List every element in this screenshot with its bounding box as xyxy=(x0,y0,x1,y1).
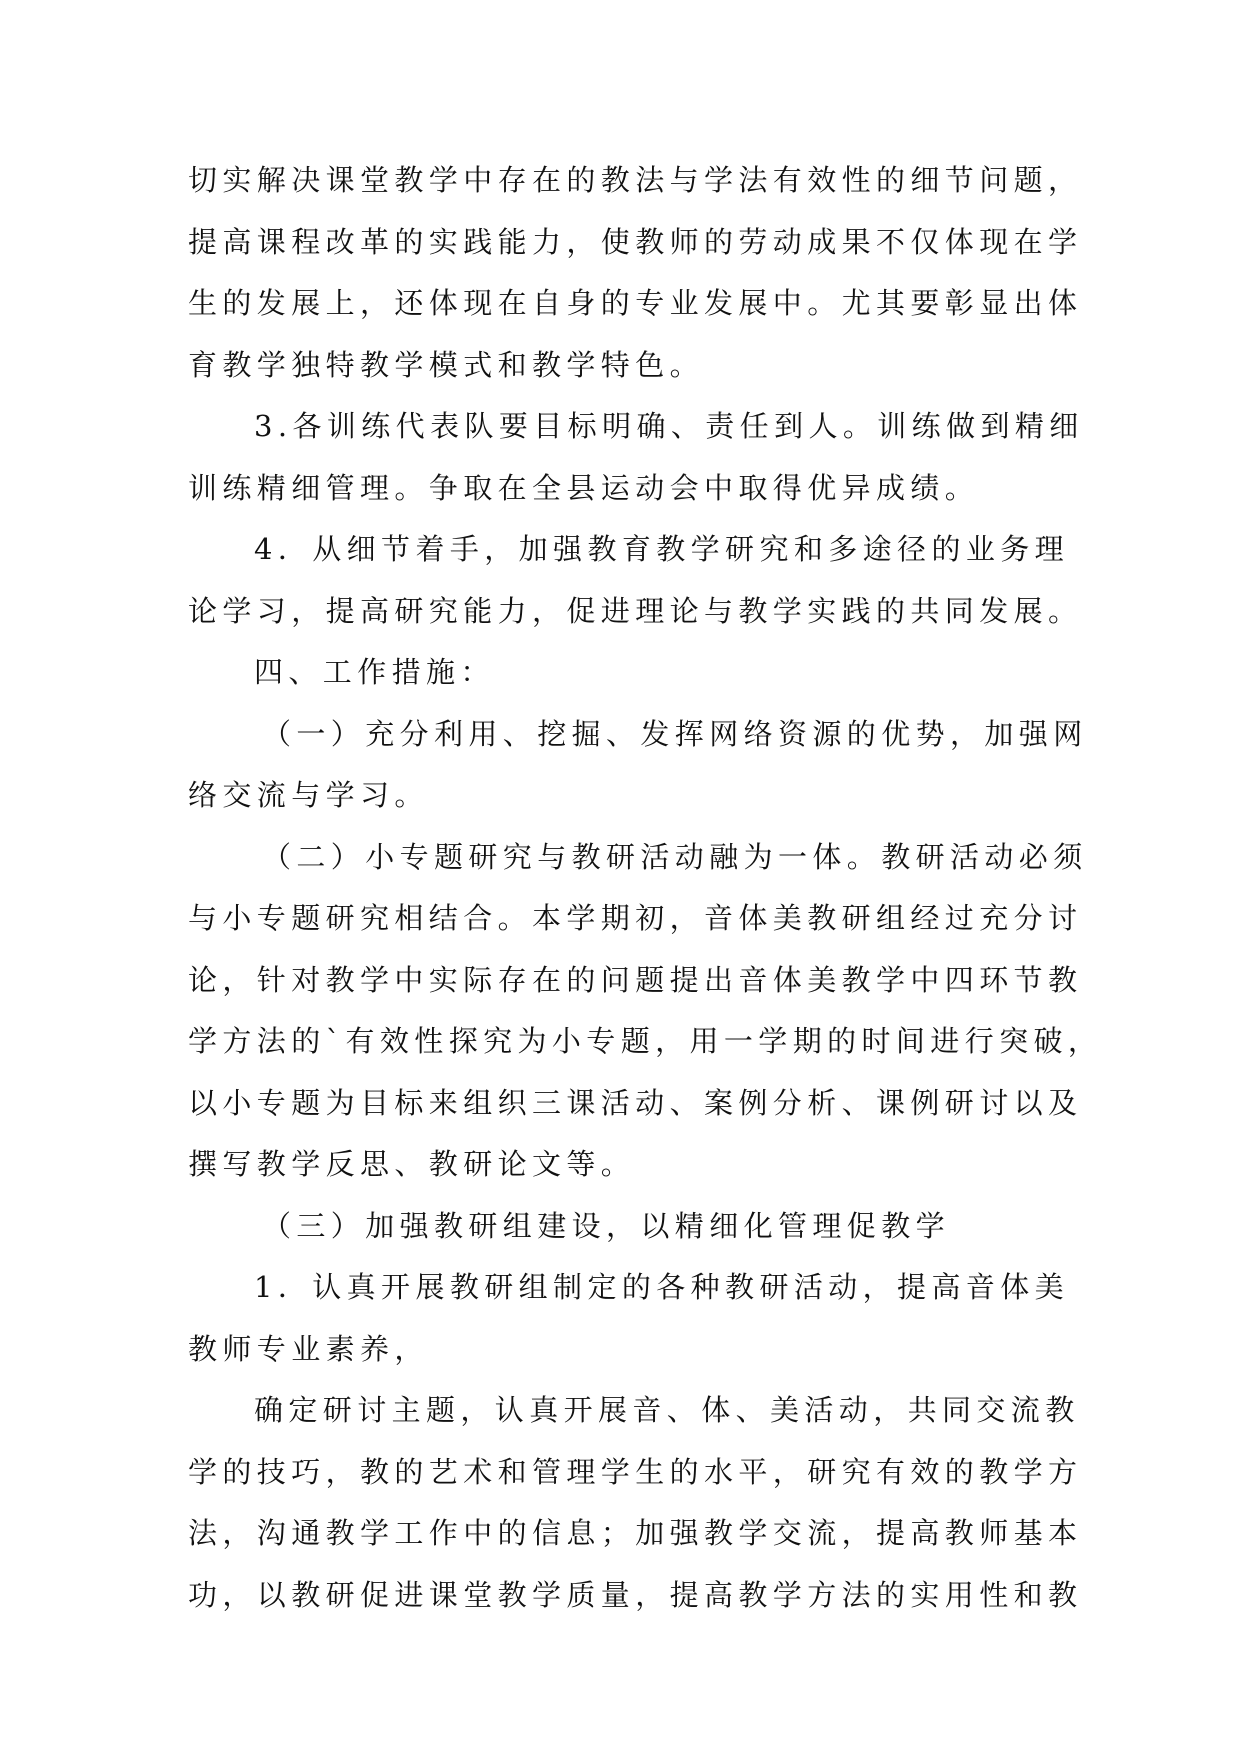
paragraph-line: （一）充分利用、挖掘、发挥网络资源的优势，加强网 xyxy=(262,716,1088,751)
paragraph-line: 提高课程改革的实践能力，使教师的劳动成果不仅体现在学 xyxy=(188,224,1083,259)
paragraph-line: 确定研讨主题，认真开展音、体、美活动，共同交流教 xyxy=(254,1393,1080,1427)
paragraph-line: 训练精细管理。争取在全县运动会中取得优异成绩。 xyxy=(188,470,980,505)
paragraph-line: 生的发展上，还体现在自身的专业发展中。尤其要彰显出体 xyxy=(188,286,1083,320)
paragraph-line: 1．认真开展教研组制定的各种教研活动，提高音体美 xyxy=(254,1270,1070,1304)
paragraph-line: 3.各训练代表队要目标明确、责任到人。训练做到精细 xyxy=(254,409,1084,443)
paragraph-line: 4．从细节着手，加强教育教学研究和多途径的业务理 xyxy=(254,532,1070,566)
paragraph-line: （二）小专题研究与教研活动融为一体。教研活动必须 xyxy=(262,839,1088,874)
paragraph-line: 与小专题研究相结合。本学期初，音体美教研组经过充分讨 xyxy=(188,901,1083,935)
paragraph-line: 教师专业素养， xyxy=(188,1331,429,1366)
document-page xyxy=(188,150,1103,1626)
section-heading: 四、工作措施： xyxy=(254,655,495,689)
paragraph-line: 以小专题为目标来组织三课活动、案例分析、课例研讨以及 xyxy=(188,1085,1083,1120)
paragraph-line: 学的技巧，教的艺术和管理学生的水平，研究有效的教学方 xyxy=(188,1454,1083,1489)
paragraph-line: 论学习，提高研究能力，促进理论与教学实践的共同发展。 xyxy=(188,593,1083,628)
paragraph-line: 法，沟通教学工作中的信息；加强教学交流，提高教师基本 xyxy=(188,1516,1083,1550)
paragraph-line: 撰写教学反思、教研论文等。 xyxy=(188,1147,636,1181)
subsection-heading: （三）加强教研组建设，以精细化管理促教学 xyxy=(262,1208,951,1243)
paragraph-line: 切实解决课堂教学中存在的教法与学法有效性的细节问题， xyxy=(188,163,1083,197)
paragraph-line: 功，以教研促进课堂教学质量，提高教学方法的实用性和教 xyxy=(188,1577,1083,1612)
paragraph-line: 学方法的`有效性探究为小专题，用一学期的时间进行突破， xyxy=(188,1024,1103,1058)
paragraph-line: 论，针对教学中实际存在的问题提出音体美教学中四环节教 xyxy=(188,962,1083,997)
paragraph-line: 络交流与学习。 xyxy=(188,778,429,812)
paragraph-line: 育教学独特教学模式和教学特色。 xyxy=(188,347,705,382)
